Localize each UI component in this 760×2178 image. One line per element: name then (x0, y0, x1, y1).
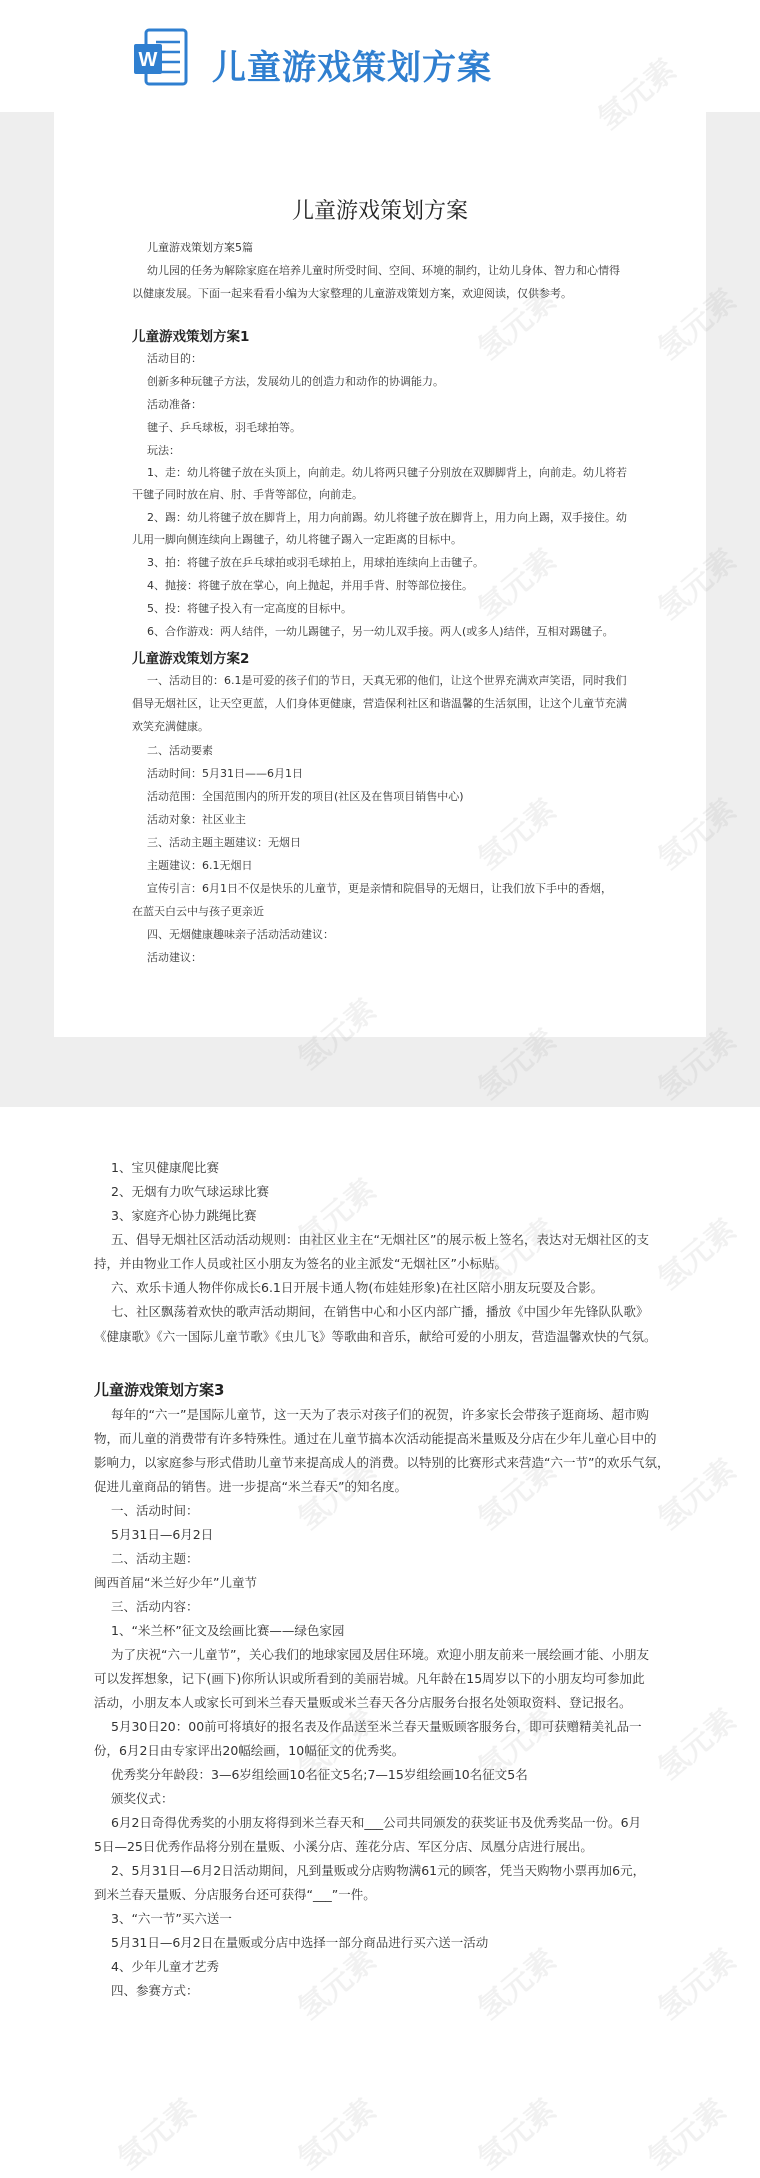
section-line: 欢笑充满健康。 (132, 720, 209, 733)
intro-line: 以健康发展。下面一起来看看小编为大家整理的儿童游戏策划方案，欢迎阅读，仅供参考。 (132, 287, 572, 300)
section-line: 活动时间：5月31日——6月1日 (147, 767, 303, 780)
page2-line: 3、家庭齐心协力跳绳比赛 (111, 1208, 257, 1223)
section-line: 创新多种玩毽子方法，发展幼儿的创造力和动作的协调能力。 (147, 375, 444, 388)
section-line: 毽子、乒乓球板，羽毛球拍等。 (147, 421, 301, 434)
section-line: 活动，小朋友本人或家长可到米兰春天量贩或米兰春天各分店服务台报名处领取资料、登记报名。 (94, 1695, 632, 1710)
section-line: 物，而儿童的消费带有许多特殊性。通过在儿童节搞本次活动能提高米量贩及分店在少年儿童心目中的 (94, 1431, 657, 1446)
page2-line: 六、欢乐卡通人物伴你成长6.1日开展卡通人物(布娃娃形象)在社区陪小朋友玩耍及合影。 (111, 1280, 604, 1295)
section-heading: 儿童游戏策划方案1 (132, 329, 250, 345)
section-line: 6月2日奇得优秀奖的小朋友将得到米兰春天和___公司共同颁发的获奖证书及优秀奖品一份。6月 (111, 1815, 642, 1830)
section-line: 为了庆祝“六一儿童节”，关心我们的地球家园及居住环境。欢迎小朋友前来一展绘画才能、小朋友 (111, 1647, 649, 1662)
watermark: 氢元素 (291, 1452, 383, 1538)
watermark: 氢元素 (641, 2092, 733, 2178)
section-line: 宣传引言：6月1日不仅是快乐的儿童节，更是亲情和院倡导的无烟日，让我们放下手中的香烟， (147, 882, 612, 895)
section-line: 5月31日—6月2日 (111, 1527, 214, 1542)
watermark: 氢元素 (291, 1942, 383, 2028)
section-line: 活动目的： (147, 352, 202, 365)
section-line: 4、少年儿童才艺秀 (111, 1959, 219, 1974)
intro-line: 儿童游戏策划方案5篇 (147, 241, 253, 254)
document-title: 儿童游戏策划方案 (291, 199, 468, 224)
section-line: 1、走：幼儿将毽子放在头顶上，向前走。幼儿将两只毽子分别放在双脚脚背上，向前走。幼儿将若 (147, 466, 627, 479)
section-line: 活动准备： (147, 398, 202, 411)
section-line: 倡导无烟社区，让天空更蓝，人们身体更健康，营造保利社区和谐温馨的生活氛围，让这个儿童节充满 (132, 697, 627, 710)
intro-line: 幼儿园的任务为解除家庭在培养儿童时所受时间、空间、环境的制约，让幼儿身体、智力和心情得 (147, 264, 620, 277)
section-line: 优秀奖分年龄段：3—6岁组绘画10名征文5名;7—15岁组绘画10名征文5名 (111, 1767, 528, 1782)
watermark: 氢元素 (651, 1702, 743, 1788)
section-line: 一、活动目的：6.1是可爱的孩子们的节日，天真无邪的他们，让这个世界充满欢声笑语，同时我们 (147, 674, 627, 687)
svg-text:W: W (138, 49, 158, 71)
section-line: 3、“六一节”买六送一 (111, 1911, 232, 1926)
section-line: 活动范围：全国范围内的所开发的项目(社区及在售项目销售中心) (147, 790, 464, 803)
page2-line: 2、无烟有力吹气球运球比赛 (111, 1184, 269, 1199)
section-line: 四、参赛方式： (111, 1983, 199, 1998)
section-line: 促进儿童商品的销售。进一步提高“米兰春天”的知名度。 (94, 1479, 407, 1494)
section-line: 闽西首届“米兰好少年”儿童节 (94, 1575, 257, 1590)
section-line: 三、活动主题主题建议：无烟日 (147, 836, 301, 849)
page2-line: 五、倡导无烟社区活动活动规则：由社区业主在“无烟社区”的展示板上签名，表达对无烟社区的支 (111, 1232, 649, 1247)
section-line: 活动对象：社区业主 (147, 813, 246, 826)
watermark: 氢元素 (291, 1172, 383, 1258)
watermark: 氢元素 (471, 1942, 563, 2028)
section-line: 5月30日20：00前可将填好的报名表及作品送至米兰春天量贩顾客服务台，即可获赠精美礼品一 (111, 1719, 642, 1734)
section-line: 2、踢：幼儿将毽子放在脚背上，用力向前踢。幼儿将毽子放在脚背上，用力向上踢，双手接住。幼 (147, 511, 627, 524)
section-line: 儿用一脚向侧连续向上踢毽子，幼儿将毽子踢入一定距离的目标中。 (132, 533, 462, 546)
watermark: 氢元素 (471, 1452, 563, 1538)
section-line: 5、投：将毽子投入有一定高度的目标中。 (147, 602, 352, 615)
section-heading: 儿童游戏策划方案3 (94, 1381, 225, 1399)
section-line: 1、“米兰杯”征文及绘画比赛——绿色家园 (111, 1623, 345, 1638)
section-line: 每年的“六一”是国际儿童节，这一天为了表示对孩子们的祝贺，许多家长会带孩子逛商场、超市购 (111, 1407, 649, 1422)
section-line: 到米兰春天量贩、分店服务台还可获得“___”一件。 (94, 1887, 376, 1902)
section-line: 份，6月2日由专家评出20幅绘画，10幅征文的优秀奖。 (94, 1743, 405, 1758)
section-line: 一、活动时间： (111, 1503, 199, 1518)
watermark: 氢元素 (471, 1212, 563, 1298)
section-heading: 儿童游戏策划方案2 (132, 651, 250, 667)
section-line: 二、活动主题： (111, 1551, 199, 1566)
section-line: 主题建议：6.1无烟日 (147, 859, 253, 872)
section-line: 4、抛接：将毽子放在掌心，向上抛起，并用手背、肘等部位接住。 (147, 579, 473, 592)
watermark: 氢元素 (111, 2092, 203, 2178)
page2-line: 七、社区飘荡着欢快的歌声活动期间，在销售中心和小区内部广播，播放《中国少年先锋队队歌》 (111, 1304, 649, 1319)
page2-line: 持，并由物业工作人员或社区小朋友为签名的业主派发“无烟社区”小标贴。 (94, 1256, 507, 1271)
section-line: 玩法： (147, 444, 180, 457)
site-header (0, 0, 760, 112)
section-line: 二、活动要素 (147, 744, 213, 757)
section-line: 颁奖仪式： (111, 1791, 174, 1806)
watermark: 氢元素 (291, 2092, 383, 2178)
section-line: 三、活动内容： (111, 1599, 199, 1614)
page2-line: 《健康歌》《六一国际儿童节歌》《虫儿飞》等歌曲和音乐，献给可爱的小朋友，营造温馨欢快的气氛。 (94, 1329, 657, 1344)
section-line: 3、拍：将毽子放在乒乓球拍或羽毛球拍上，用球拍连续向上击毽子。 (147, 556, 484, 569)
page2-line: 1、宝贝健康爬比赛 (111, 1160, 219, 1175)
section-line: 在蓝天白云中与孩子更亲近 (132, 905, 264, 918)
watermark: 氢元素 (471, 1702, 563, 1788)
word-document-icon (132, 28, 190, 88)
section-line: 干毽子同时放在肩、肘、手背等部位，向前走。 (132, 488, 363, 501)
section-line: 6、合作游戏：两人结伴，一幼儿踢毽子，另一幼儿双手接。两人(或多人)结伴，互相对踢毽子。 (147, 625, 614, 638)
watermark: 氢元素 (651, 1452, 743, 1538)
section-line: 四、无烟健康趣味亲子活动活动建议： (147, 928, 334, 941)
watermark: 氢元素 (651, 1942, 743, 2028)
section-line: 5月31日—6月2日在量贩或分店中选择一部分商品进行买六送一活动 (111, 1935, 489, 1950)
section-line: 影响力，以家庭参与形式借助儿童节来提高成人的消费。以特别的比赛形式来营造“六一节”的欢乐气氛， (94, 1455, 670, 1470)
header-title: 儿童游戏策划方案 (212, 48, 492, 88)
section-line: 5日—25日优秀作品将分别在量贩、小溪分店、莲花分店、军区分店、凤凰分店进行展出。 (94, 1839, 593, 1854)
watermark: 氢元素 (471, 2092, 563, 2178)
watermark: 氢元素 (291, 1702, 383, 1788)
watermark: 氢元素 (651, 1212, 743, 1298)
section-line: 2、5月31日—6月2日活动期间，凡到量贩或分店购物满61元的顾客，凭当天购物小票再加6元， (111, 1863, 646, 1878)
section-line: 活动建议： (147, 951, 202, 964)
section-line: 可以发挥想象，记下(画下)你所认识或所看到的美丽岩城。凡年龄在15周岁以下的小朋友均可参加此 (94, 1671, 645, 1686)
